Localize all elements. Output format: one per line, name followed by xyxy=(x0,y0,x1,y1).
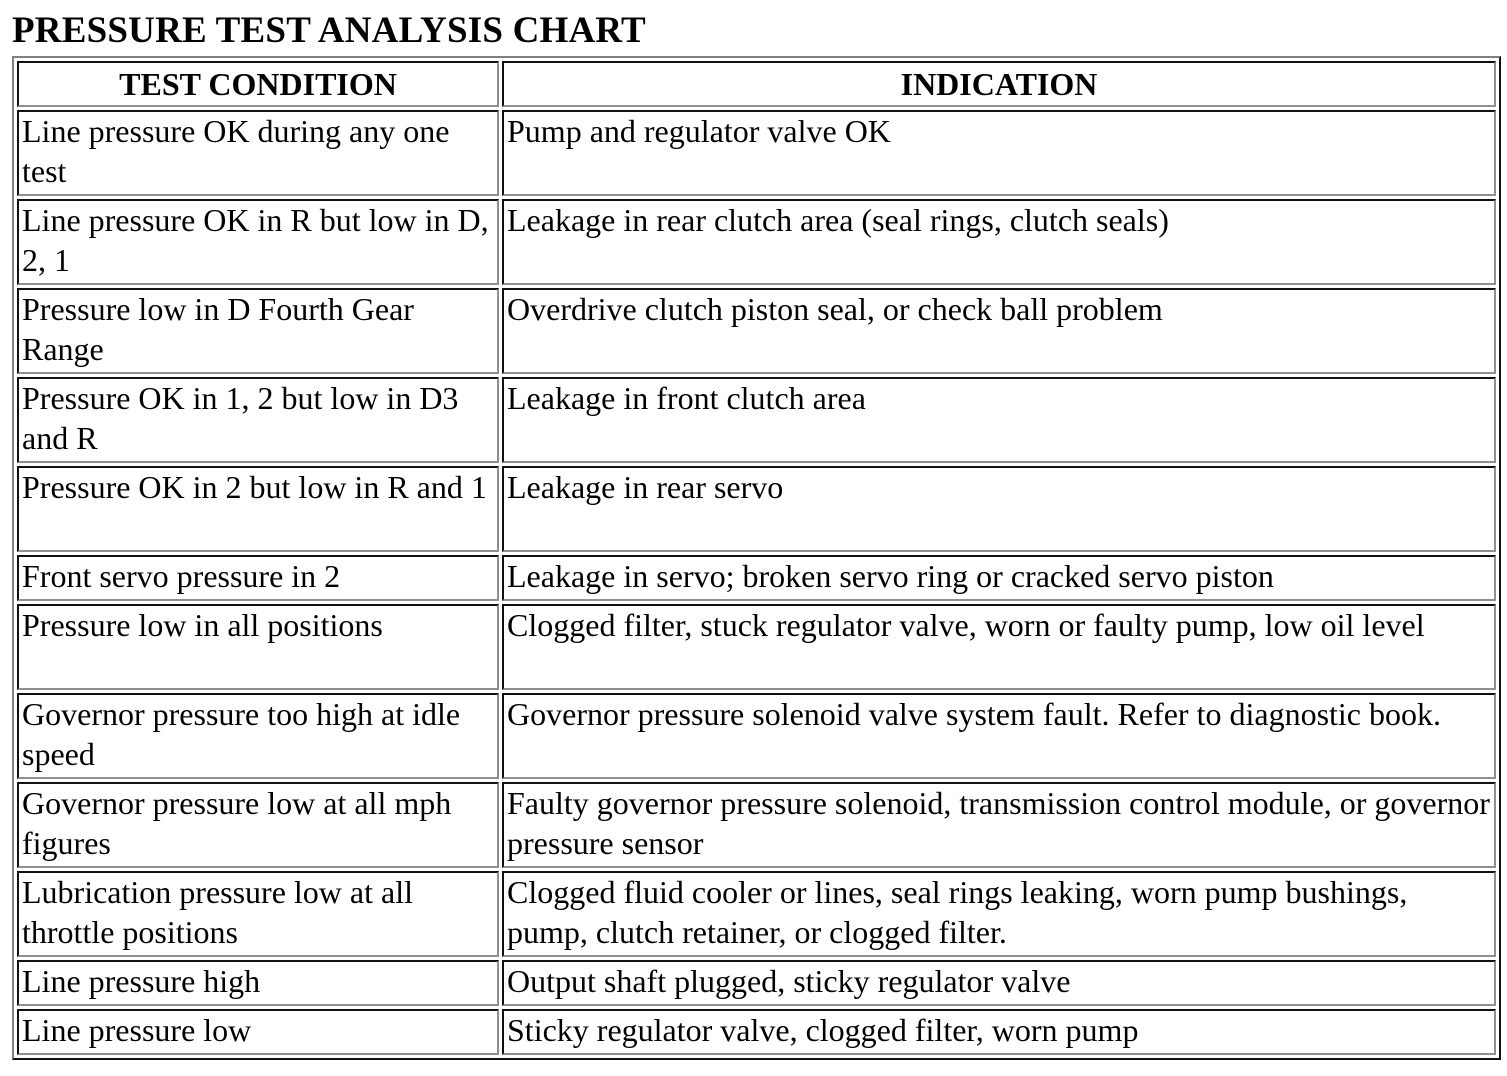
condition-cell: Line pressure high xyxy=(17,960,499,1006)
condition-cell: Line pressure OK during any one test xyxy=(17,110,499,196)
page-title: PRESSURE TEST ANALYSIS CHART xyxy=(12,10,646,51)
condition-cell: Pressure low in all positions xyxy=(17,604,499,690)
table-row xyxy=(17,199,1496,285)
condition-cell: Governor pressure low at all mph figures xyxy=(17,782,499,868)
indication-cell: Clogged filter, stuck regulator valve, worn or faulty pump, low oil level xyxy=(502,604,1496,690)
table-row xyxy=(17,288,1496,374)
pressure-test-table xyxy=(14,58,1499,1058)
header-test-condition: TEST CONDITION xyxy=(17,61,499,107)
indication-cell: Leakage in servo; broken servo ring or cracked servo piston xyxy=(502,555,1496,601)
table-row xyxy=(17,693,1496,779)
analysis-table-frame xyxy=(12,56,1501,1060)
condition-cell: Line pressure OK in R but low in D, 2, 1 xyxy=(17,199,499,285)
indication-cell: Leakage in rear clutch area (seal rings, clutch seals) xyxy=(502,199,1496,285)
indication-cell: Leakage in front clutch area xyxy=(502,377,1496,463)
condition-cell: Pressure OK in 1, 2 but low in D3 and R xyxy=(17,377,499,463)
indication-cell: Overdrive clutch piston seal, or check ball problem xyxy=(502,288,1496,374)
indication-cell: Governor pressure solenoid valve system fault. Refer to diagnostic book. xyxy=(502,693,1496,779)
table-row xyxy=(17,782,1496,868)
indication-cell: Clogged fluid cooler or lines, seal rings leaking, worn pump bushings, pump, clutch retainer, or clogged filter. xyxy=(502,871,1496,957)
table-row xyxy=(17,871,1496,957)
table-row xyxy=(17,377,1496,463)
indication-cell: Leakage in rear servo xyxy=(502,466,1496,552)
condition-cell: Front servo pressure in 2 xyxy=(17,555,499,601)
condition-cell: Line pressure low xyxy=(17,1009,499,1055)
table-row xyxy=(17,604,1496,690)
table-row xyxy=(17,555,1496,601)
indication-cell: Pump and regulator valve OK xyxy=(502,110,1496,196)
table-row xyxy=(17,960,1496,1006)
indication-cell: Sticky regulator valve, clogged filter, worn pump xyxy=(502,1009,1496,1055)
header-indication: INDICATION xyxy=(502,61,1496,107)
condition-cell: Pressure OK in 2 but low in R and 1 xyxy=(17,466,499,552)
header-row xyxy=(17,61,1496,107)
indication-cell: Output shaft plugged, sticky regulator valve xyxy=(502,960,1496,1006)
condition-cell: Lubrication pressure low at all throttle positions xyxy=(17,871,499,957)
condition-cell: Pressure low in D Fourth Gear Range xyxy=(17,288,499,374)
table-row xyxy=(17,1009,1496,1055)
indication-cell: Faulty governor pressure solenoid, transmission control module, or governor pressure sensor xyxy=(502,782,1496,868)
condition-cell: Governor pressure too high at idle speed xyxy=(17,693,499,779)
table-row xyxy=(17,110,1496,196)
table-row xyxy=(17,466,1496,552)
